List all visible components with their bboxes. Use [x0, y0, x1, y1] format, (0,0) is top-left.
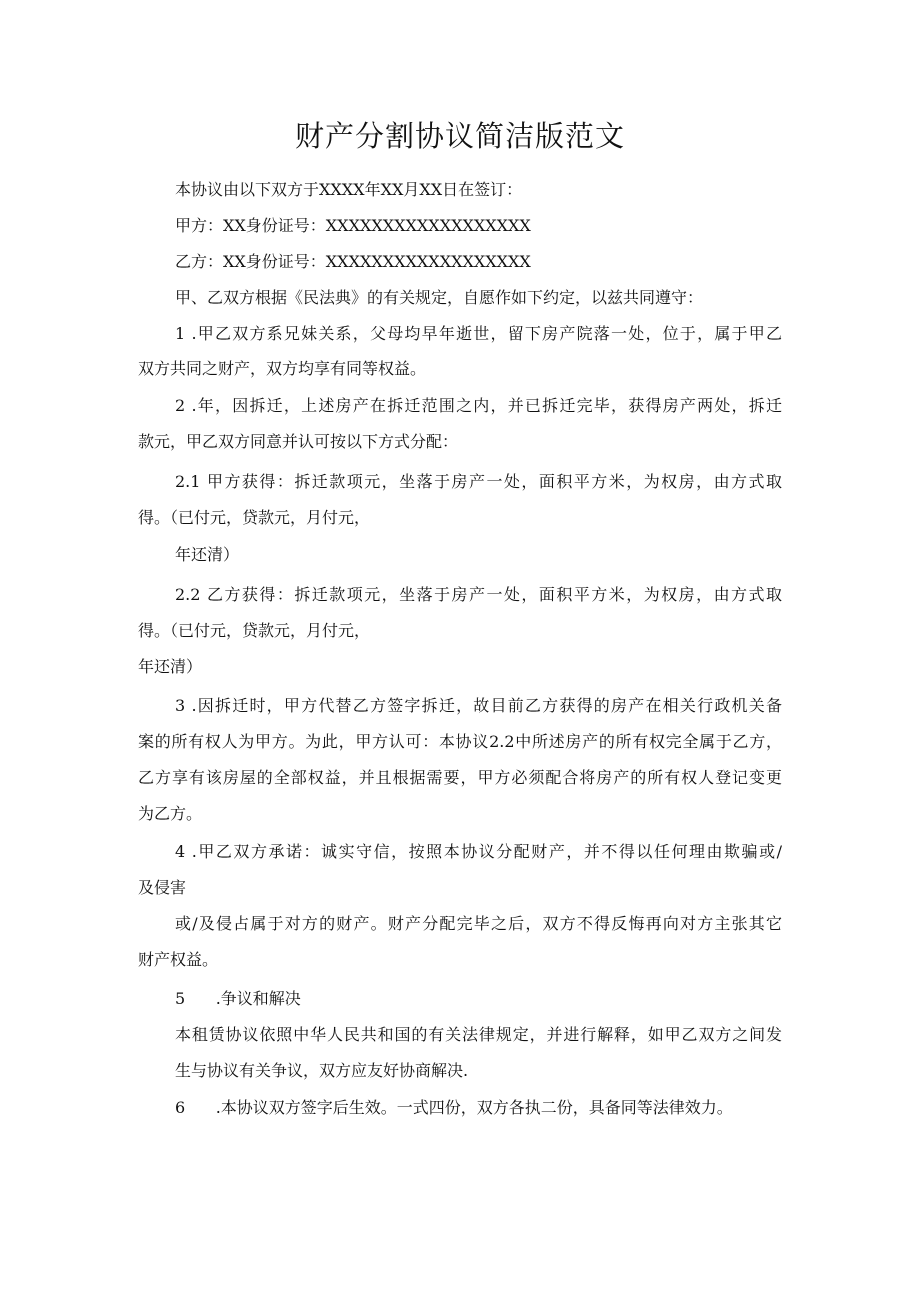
clause-2-line-1: 2 .年，因拆迁，上述房产在拆迁范围之内，并已拆迁完毕，获得房产两处，拆迁 [175, 396, 782, 415]
clause-2-1-line-2: 得。（已付元，贷款元，月付元， [138, 508, 371, 527]
clause-3-line-2: 案的所有权人为甲方。为此，甲方认可：本协议2.2中所述房产的所有权完全属于乙方， [138, 732, 782, 751]
party-a-line: 甲方：XX身份证号：XXXXXXXXXXXXXXXXXX [175, 216, 531, 235]
clause-5-line-2: 生与协议有关争议，双方应友好协商解决. [175, 1061, 469, 1080]
clause-2-line-2: 款元，甲乙双方同意并认可按以下方式分配： [138, 432, 459, 451]
paragraph-agreement-basis: 甲、乙双方根据《民法典》的有关规定，自愿作如下约定，以兹共同遵守： [175, 288, 704, 307]
clause-4-line-1: 4 .甲乙双方承诺：诚实守信，按照本协议分配财产，并不得以任何理由欺骗或/ [175, 842, 782, 861]
clause-1-line-2: 双方共同之财产，双方均享有同等权益。 [138, 359, 427, 378]
clause-3-line-3: 乙方享有该房屋的全部权益，并且根据需要，甲方必须配合将房产的所有权人登记变更 [138, 768, 782, 787]
clause-6-line: 6 .本协议双方签字后生效。一式四份，双方各执二份，具备同等法律效力。 [175, 1098, 733, 1117]
clause-5-line-1: 本租赁协议依照中华人民共和国的有关法律规定，并进行解释，如甲乙双方之间发 [175, 1025, 782, 1044]
clause-3-line-4: 为乙方。 [138, 804, 203, 823]
clause-4-line-2: 及侵害 [138, 878, 187, 897]
clause-2-1-line-3: 年还清） [175, 545, 240, 564]
clause-2-2-line-1: 2.2 乙方获得：拆迁款项元，坐落于房产一处，面积平方米，为权房，由方式取 [175, 585, 782, 604]
clause-2-2-line-3: 年还清） [138, 657, 203, 676]
clause-4-line-3: 或/及侵占属于对方的财产。财产分配完毕之后，双方不得反悔再向对方主张其它 [175, 914, 782, 933]
clause-2-1-line-1: 2.1 甲方获得：拆迁款项元，坐落于房产一处，面积平方米，为权房，由方式取 [175, 472, 782, 491]
clause-3-line-1: 3 .因拆迁时，甲方代替乙方签字拆迁，故目前乙方获得的房产在相关行政机关备 [175, 696, 782, 715]
document-title: 财产分割协议简洁版范文 [294, 119, 625, 153]
clause-2-2-line-2: 得。（已付元，贷款元，月付元， [138, 621, 371, 640]
clause-4-line-4: 财产权益。 [138, 950, 219, 969]
paragraph-intro: 本协议由以下双方于XXXX年XX月XX日在签订： [175, 180, 523, 199]
party-b-line: 乙方：XX身份证号：XXXXXXXXXXXXXXXXXX [175, 252, 531, 271]
clause-1-line-1: 1 .甲乙双方系兄妹关系，父母均早年逝世，留下房产院落一处，位于，属于甲乙 [175, 324, 782, 343]
clause-5-heading: 5 .争议和解决 [175, 989, 301, 1008]
